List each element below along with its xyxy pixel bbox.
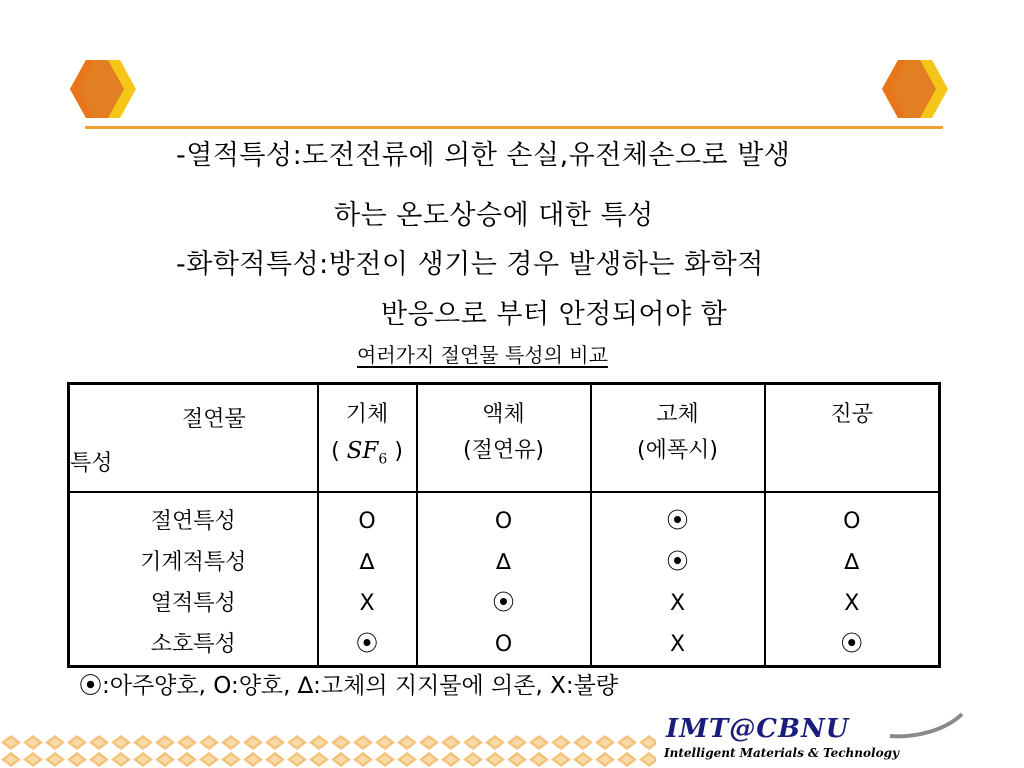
rating-symbol: X	[669, 591, 686, 616]
logo-swoosh-icon	[886, 712, 966, 742]
cube-decoration-icon	[880, 58, 950, 120]
table-header-row	[69, 384, 940, 493]
column-header-sublabel: (절연유)	[463, 438, 544, 463]
column-header-label: 액체	[482, 402, 525, 427]
row-label: 소호특성	[150, 632, 236, 657]
rating-symbol: X	[359, 591, 375, 616]
heading-line-1: -열적특성:도전전류에 의한 손실,유전체손으로 발생	[176, 140, 791, 171]
table-title: 여러가지 절연물 특성의 비교	[357, 343, 608, 367]
title-divider	[85, 126, 943, 129]
comparison-table	[67, 382, 941, 668]
column-header-formula: ( $SF_6$ )	[331, 438, 403, 468]
table-body-row	[69, 492, 940, 667]
column-header-label: 기체	[345, 402, 389, 427]
column-header-vacuum	[765, 384, 940, 493]
row-label: 기계적특성	[140, 550, 247, 575]
corner-header-top: 절연물	[182, 407, 246, 432]
row-label: 열적특성	[150, 591, 236, 616]
heading-line-4: 반응으로 부터 안정되어야 함	[381, 299, 728, 330]
corner-header-cell	[69, 384, 318, 493]
legend-text: ⦿:아주양호, O:양호, ∆:고체의 지지물에 의존, X:불량	[79, 673, 619, 699]
rating-symbol: O	[494, 632, 513, 657]
corner-header-bottom: 특성	[70, 451, 113, 476]
rating-symbol: O	[843, 509, 861, 534]
rating-symbol: O	[494, 509, 513, 534]
solid-values-cell	[591, 492, 765, 667]
rating-symbol: ∆	[496, 550, 511, 575]
rating-symbol: ∆	[359, 550, 375, 575]
rating-symbol: ⦿	[840, 632, 863, 657]
rating-symbol: O	[358, 509, 376, 534]
column-header-label: 고체	[656, 402, 699, 427]
column-header-sublabel: (에폭시)	[637, 438, 718, 463]
rating-symbol: ∆	[844, 550, 860, 575]
liquid-values-cell	[417, 492, 591, 667]
rating-symbol: ⦿	[666, 509, 689, 534]
column-header-solid	[591, 384, 765, 493]
rating-symbol: ⦿	[492, 591, 515, 616]
gas-values-cell	[318, 492, 417, 667]
logo-main-text: IMT@CBNU	[666, 714, 850, 744]
rating-symbol: ⦿	[355, 632, 378, 657]
rating-symbol: X	[669, 632, 686, 657]
column-header-liquid	[417, 384, 591, 493]
vacuum-values-cell	[765, 492, 940, 667]
row-labels-cell	[69, 492, 318, 667]
logo-sub-text: Intelligent Materials & Technology	[664, 746, 899, 760]
cube-decoration-icon	[68, 58, 138, 120]
heading-line-2: 하는 온도상승에 대한 특성	[334, 200, 654, 231]
rating-symbol: ⦿	[666, 550, 689, 575]
heading-line-3: -화학적특성:방전이 생기는 경우 발생하는 화학적	[176, 249, 764, 280]
diamond-pattern-decoration	[0, 734, 656, 768]
rating-symbol: X	[844, 591, 860, 616]
column-header-label: 진공	[830, 402, 873, 427]
imt-cbnu-logo	[656, 712, 1001, 768]
column-header-gas	[318, 384, 417, 493]
row-label: 절연특성	[150, 509, 236, 534]
